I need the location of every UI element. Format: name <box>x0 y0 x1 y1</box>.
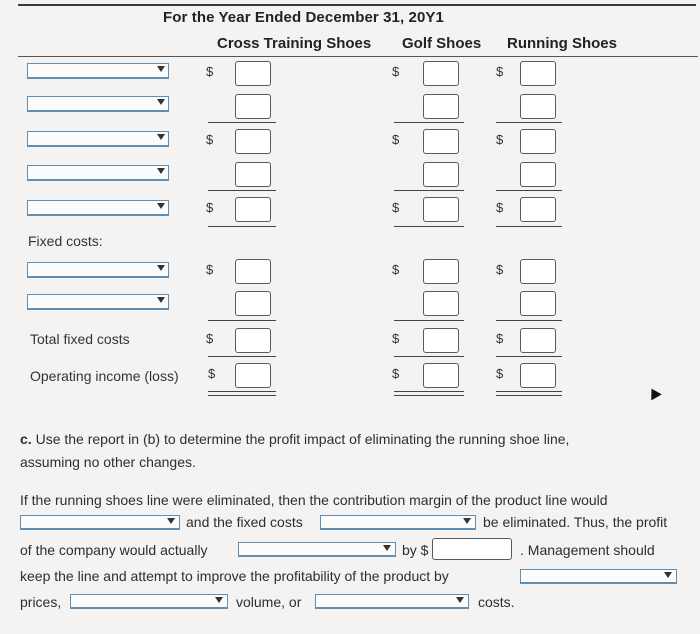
row-label-select-5[interactable] <box>27 200 169 216</box>
dollar-sign: $ <box>206 331 214 346</box>
running-input-5[interactable] <box>520 197 556 222</box>
dollar-sign: $ <box>392 64 400 79</box>
cross-training-input-2[interactable] <box>235 94 271 119</box>
dollar-sign: $ <box>496 132 504 147</box>
cross-training-total-fixed[interactable] <box>235 328 271 353</box>
dollar-sign: $ <box>206 200 214 215</box>
improve-costs-select[interactable] <box>315 594 469 609</box>
subtotal-rule <box>394 320 464 321</box>
fixed-costs-label: Fixed costs: <box>28 233 103 249</box>
row-label-select-1[interactable] <box>27 63 169 79</box>
chevron-down-icon <box>383 545 391 551</box>
chevron-down-icon <box>463 518 471 524</box>
cross-training-fixed-1[interactable] <box>235 259 271 284</box>
dollar-sign: $ <box>206 132 214 147</box>
running-operating-income[interactable] <box>520 363 556 388</box>
column-header-golf: Golf Shoes <box>402 35 482 52</box>
subtotal-rule <box>394 122 464 123</box>
double-rule <box>496 391 562 396</box>
cross-training-operating-income[interactable] <box>235 363 271 388</box>
contribution-margin-direction-select[interactable] <box>20 515 180 530</box>
row-label-select-2[interactable] <box>27 96 169 112</box>
golf-total-fixed[interactable] <box>423 328 459 353</box>
fixed-cost-select-1[interactable] <box>27 262 169 278</box>
running-fixed-2[interactable] <box>520 291 556 316</box>
answer-text-volume: volume, or <box>236 594 302 610</box>
double-rule <box>208 391 276 396</box>
cross-training-input-3[interactable] <box>235 129 271 154</box>
chevron-down-icon <box>456 597 464 603</box>
question-letter: c. <box>20 431 32 447</box>
subtotal-rule <box>208 356 276 357</box>
subtotal-rule <box>208 320 276 321</box>
profit-direction-select[interactable] <box>238 542 396 557</box>
column-header-running: Running Shoes <box>507 35 617 52</box>
report-period-title: For the Year Ended December 31, 20Y1 <box>163 9 444 26</box>
chevron-down-icon <box>157 168 165 174</box>
running-fixed-1[interactable] <box>520 259 556 284</box>
cross-training-input-5[interactable] <box>235 197 271 222</box>
question-text-line2: assuming no other changes. <box>20 454 196 470</box>
mouse-pointer-icon <box>646 386 661 401</box>
dollar-sign: $ <box>496 200 504 215</box>
answer-text-costs: costs. <box>478 594 515 610</box>
dollar-sign: $ <box>496 366 504 381</box>
double-rule <box>394 391 464 396</box>
chevron-down-icon <box>167 518 175 524</box>
profit-impact-amount-input[interactable] <box>432 538 512 560</box>
subtotal-rule <box>496 190 562 191</box>
golf-input-3[interactable] <box>423 129 459 154</box>
answer-text-eliminated: be eliminated. Thus, the profit <box>483 514 668 530</box>
golf-input-2[interactable] <box>423 94 459 119</box>
dollar-sign: $ <box>496 64 504 79</box>
running-input-1[interactable] <box>520 61 556 86</box>
subtotal-rule <box>394 356 464 357</box>
subtotal-rule <box>496 122 562 123</box>
running-input-4[interactable] <box>520 162 556 187</box>
question-c <box>20 431 569 447</box>
subtotal-rule <box>208 226 276 227</box>
golf-operating-income[interactable] <box>423 363 459 388</box>
running-input-2[interactable] <box>520 94 556 119</box>
chevron-down-icon <box>157 203 165 209</box>
dollar-sign: $ <box>392 331 400 346</box>
subtotal-rule <box>208 190 276 191</box>
column-header-cross-training: Cross Training Shoes <box>217 35 372 52</box>
subtotal-rule <box>208 122 276 123</box>
cross-training-input-4[interactable] <box>235 162 271 187</box>
answer-text-fixed-costs: and the fixed costs <box>186 514 303 530</box>
dollar-sign: $ <box>392 366 400 381</box>
golf-fixed-2[interactable] <box>423 291 459 316</box>
subtotal-rule <box>394 190 464 191</box>
fixed-costs-select[interactable] <box>320 515 476 530</box>
row-label-select-4[interactable] <box>27 165 169 181</box>
dollar-sign: $ <box>392 132 400 147</box>
subtotal-rule <box>496 226 562 227</box>
row-label-select-3[interactable] <box>27 131 169 147</box>
answer-text-management: . Management should <box>520 542 655 558</box>
cross-training-fixed-2[interactable] <box>235 291 271 316</box>
answer-text-prices: prices, <box>20 594 62 610</box>
header-rule <box>18 56 698 57</box>
answer-text-of-company: of the company would actually <box>20 542 208 558</box>
operating-income-label: Operating income (loss) <box>30 368 179 384</box>
question-text-line1: Use the report in (b) to determine the profit impact of eliminating the running shoe line, <box>35 431 570 447</box>
chevron-down-icon <box>157 99 165 105</box>
golf-input-5[interactable] <box>423 197 459 222</box>
top-rule <box>18 4 696 6</box>
running-input-3[interactable] <box>520 129 556 154</box>
fixed-cost-select-2[interactable] <box>27 294 169 310</box>
dollar-sign: $ <box>496 331 504 346</box>
chevron-down-icon <box>664 572 672 578</box>
golf-input-1[interactable] <box>423 61 459 86</box>
answer-text-by: by $ <box>402 542 429 558</box>
chevron-down-icon <box>157 134 165 140</box>
subtotal-rule <box>496 356 562 357</box>
chevron-down-icon <box>157 297 165 303</box>
golf-fixed-1[interactable] <box>423 259 459 284</box>
answer-line-1: If the running shoes line were eliminated, then the contribution margin of the product line would <box>20 492 608 508</box>
answer-line-4: keep the line and attempt to improve the profitability of the product by <box>20 568 449 584</box>
dollar-sign: $ <box>206 64 214 79</box>
chevron-down-icon <box>157 265 165 271</box>
total-fixed-costs-label: Total fixed costs <box>30 331 130 347</box>
subtotal-rule <box>496 320 562 321</box>
golf-input-4[interactable] <box>423 162 459 187</box>
dollar-sign: $ <box>496 262 504 277</box>
improve-volume-select[interactable] <box>70 594 228 609</box>
dollar-sign: $ <box>392 262 400 277</box>
dollar-sign: $ <box>206 262 214 277</box>
improve-prices-select[interactable] <box>520 569 677 584</box>
running-total-fixed[interactable] <box>520 328 556 353</box>
subtotal-rule <box>394 226 464 227</box>
chevron-down-icon <box>157 66 165 72</box>
dollar-sign: $ <box>208 366 216 381</box>
chevron-down-icon <box>215 597 223 603</box>
dollar-sign: $ <box>392 200 400 215</box>
cross-training-input-1[interactable] <box>235 61 271 86</box>
